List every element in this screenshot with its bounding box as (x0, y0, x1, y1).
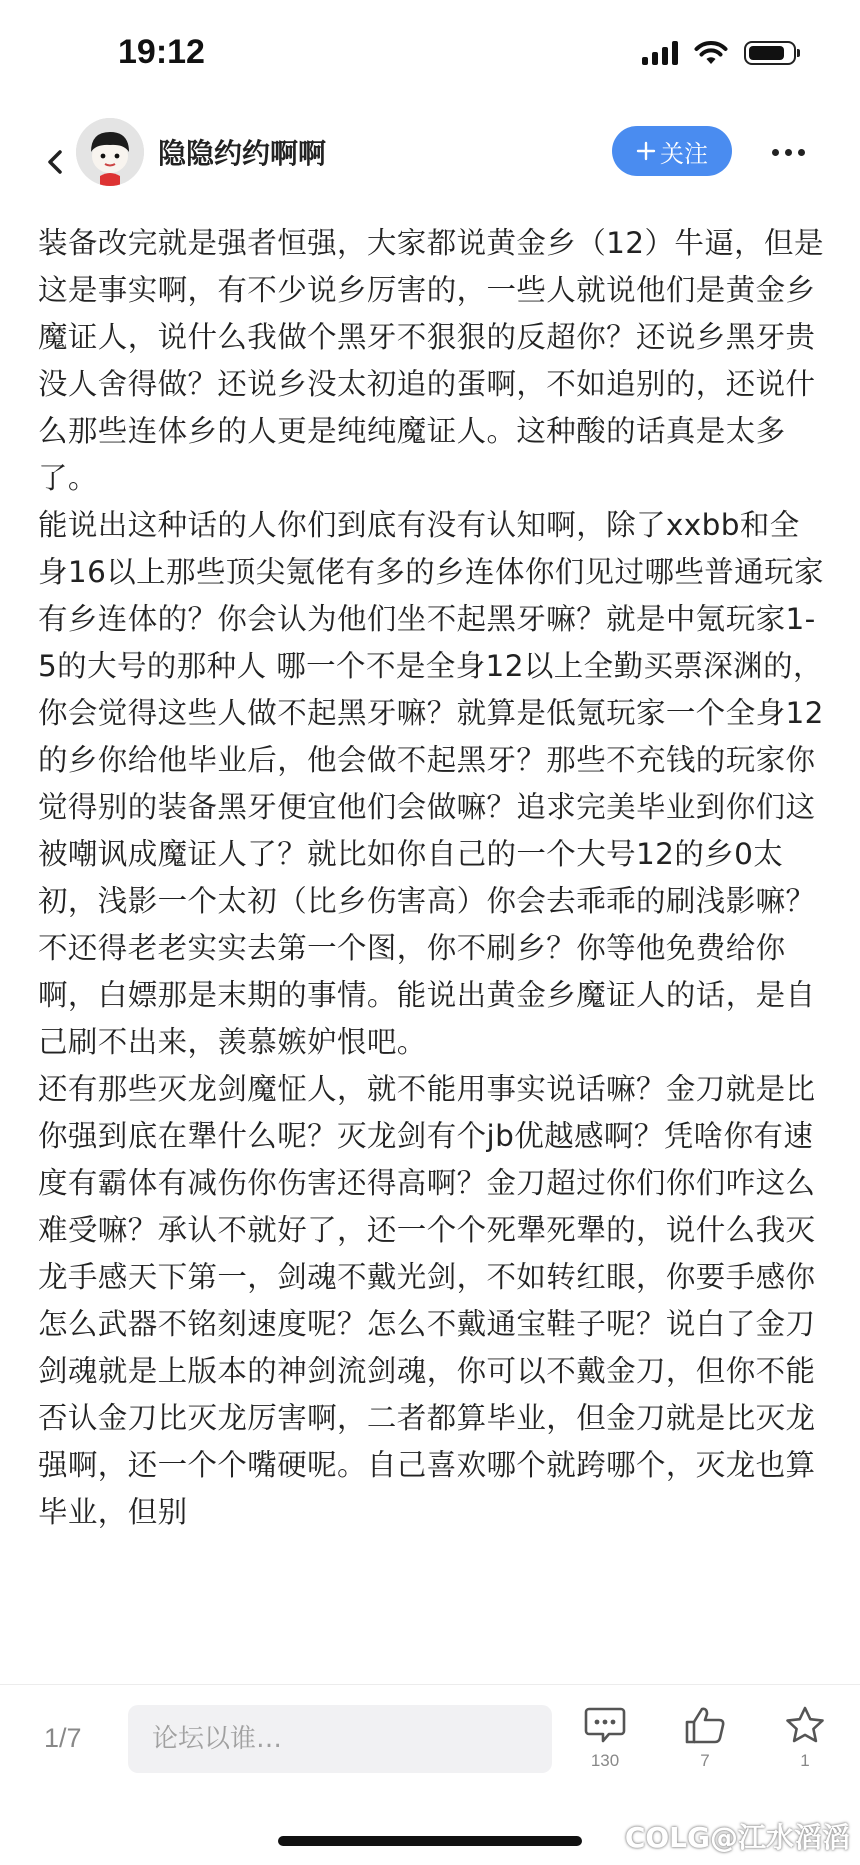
page-indicator[interactable]: 1/7 (44, 1723, 82, 1753)
status-icons (642, 40, 796, 66)
username[interactable]: 隐隐约约啊啊 (158, 137, 327, 170)
more-dot-icon (785, 149, 792, 156)
more-dot-icon (798, 149, 805, 156)
plus-icon (636, 141, 656, 161)
more-dot-icon (772, 149, 779, 156)
follow-button[interactable] (612, 126, 732, 176)
comments-button[interactable] (570, 1705, 640, 1771)
more-options-button[interactable] (772, 140, 812, 164)
post-paragraph: 还有那些灭龙剑魔怔人，就不能用事实说话嘛？金刀就是比你强到底在犟什么呢？灭龙剑有个jb优越感啊？凭啥你有速度有霸体有减伤你伤害还得高啊？金刀超过你们你们咋这么难受嘛？承认不就好了，还一个个死犟死犟的，说什么我灭龙手感天下第一，剑魂不戴光剑，不如转红眼，你要手感你怎么武器不铭刻速度呢？怎么不戴通宝鞋子呢？说白了金刀剑魂就是上版本的神剑流剑魂，你可以不戴金刀，但你不能否认金刀比灭龙厉害啊，二者都算毕业，但金刀就是比灭龙强啊，还一个个嘴硬呢。自己喜欢哪个就跨哪个，灭龙也算毕业，但别 (38, 1072, 816, 1529)
post-paragraph: 装备改完就是强者恒强，大家都说黄金乡（12）牛逼，但是这是事实啊，有不少说乡厉害的，一些人就说他们是黄金乡魔证人，说什么我做个黑牙不狠狠的反超你？还说乡黑牙贵没人舍得做？还说乡没太初追的蛋啊，不如追别的，还说什么那些连体乡的人更是纯纯魔证人。这种酸的话真是太多了。 (38, 226, 824, 495)
post-content (38, 220, 828, 1668)
chevron-left-icon (38, 140, 78, 184)
like-button[interactable] (670, 1705, 740, 1771)
battery-icon (744, 41, 796, 65)
likes-count: 7 (700, 1751, 710, 1770)
back-button[interactable] (38, 140, 78, 184)
watermark: COLG@江水滔滔 (624, 1821, 850, 1854)
status-bar (0, 0, 860, 110)
wifi-icon (694, 40, 728, 66)
home-indicator (278, 1836, 582, 1846)
post-paragraph: 能说出这种话的人你们到底有没有认知啊，除了xxbb和全身16以上那些顶尖氪佬有多的乡连体你们见过哪些普通玩家有乡连体的？你会认为他们坐不起黑牙嘛？就是中氪玩家1-5的大号的那种人 哪一个不是全身12以上全勤买票深渊的，你会觉得这些人做不起黑牙嘛？就算是低氪玩家一个全身12的乡你给他毕业后，他会做不起黑牙？那些不充钱的玩家你觉得别的装备黑牙便宜他们会做嘛？追求完美毕业到你们这被嘲讽成魔证人了？就比如你自己的一个大号12的乡0太初，浅影一个太初（比乡伤害高）你会去乖乖的刷浅影嘛？不还得老老实实去第一个图，你不刷乡？你等他免费给你啊，白嫖那是末期的事情。能说出黄金乡魔证人的话，是自己刷不出来，羡慕嫉妒恨吧。 (38, 508, 824, 1059)
follow-label: 关注 (660, 139, 708, 168)
battery-level (749, 46, 784, 60)
star-icon (783, 1705, 827, 1745)
status-time: 19:12 (118, 33, 205, 71)
cartoon-boy-avatar-icon (76, 118, 144, 186)
comments-count: 130 (590, 1751, 620, 1770)
avatar[interactable] (76, 118, 144, 186)
favorites-count: 1 (800, 1751, 810, 1770)
cellular-signal-icon (642, 41, 678, 65)
comment-input[interactable] (128, 1705, 552, 1773)
favorite-button[interactable] (770, 1705, 840, 1771)
thumbs-up-icon (683, 1705, 727, 1745)
comment-icon (583, 1705, 627, 1745)
post-header (0, 110, 860, 230)
